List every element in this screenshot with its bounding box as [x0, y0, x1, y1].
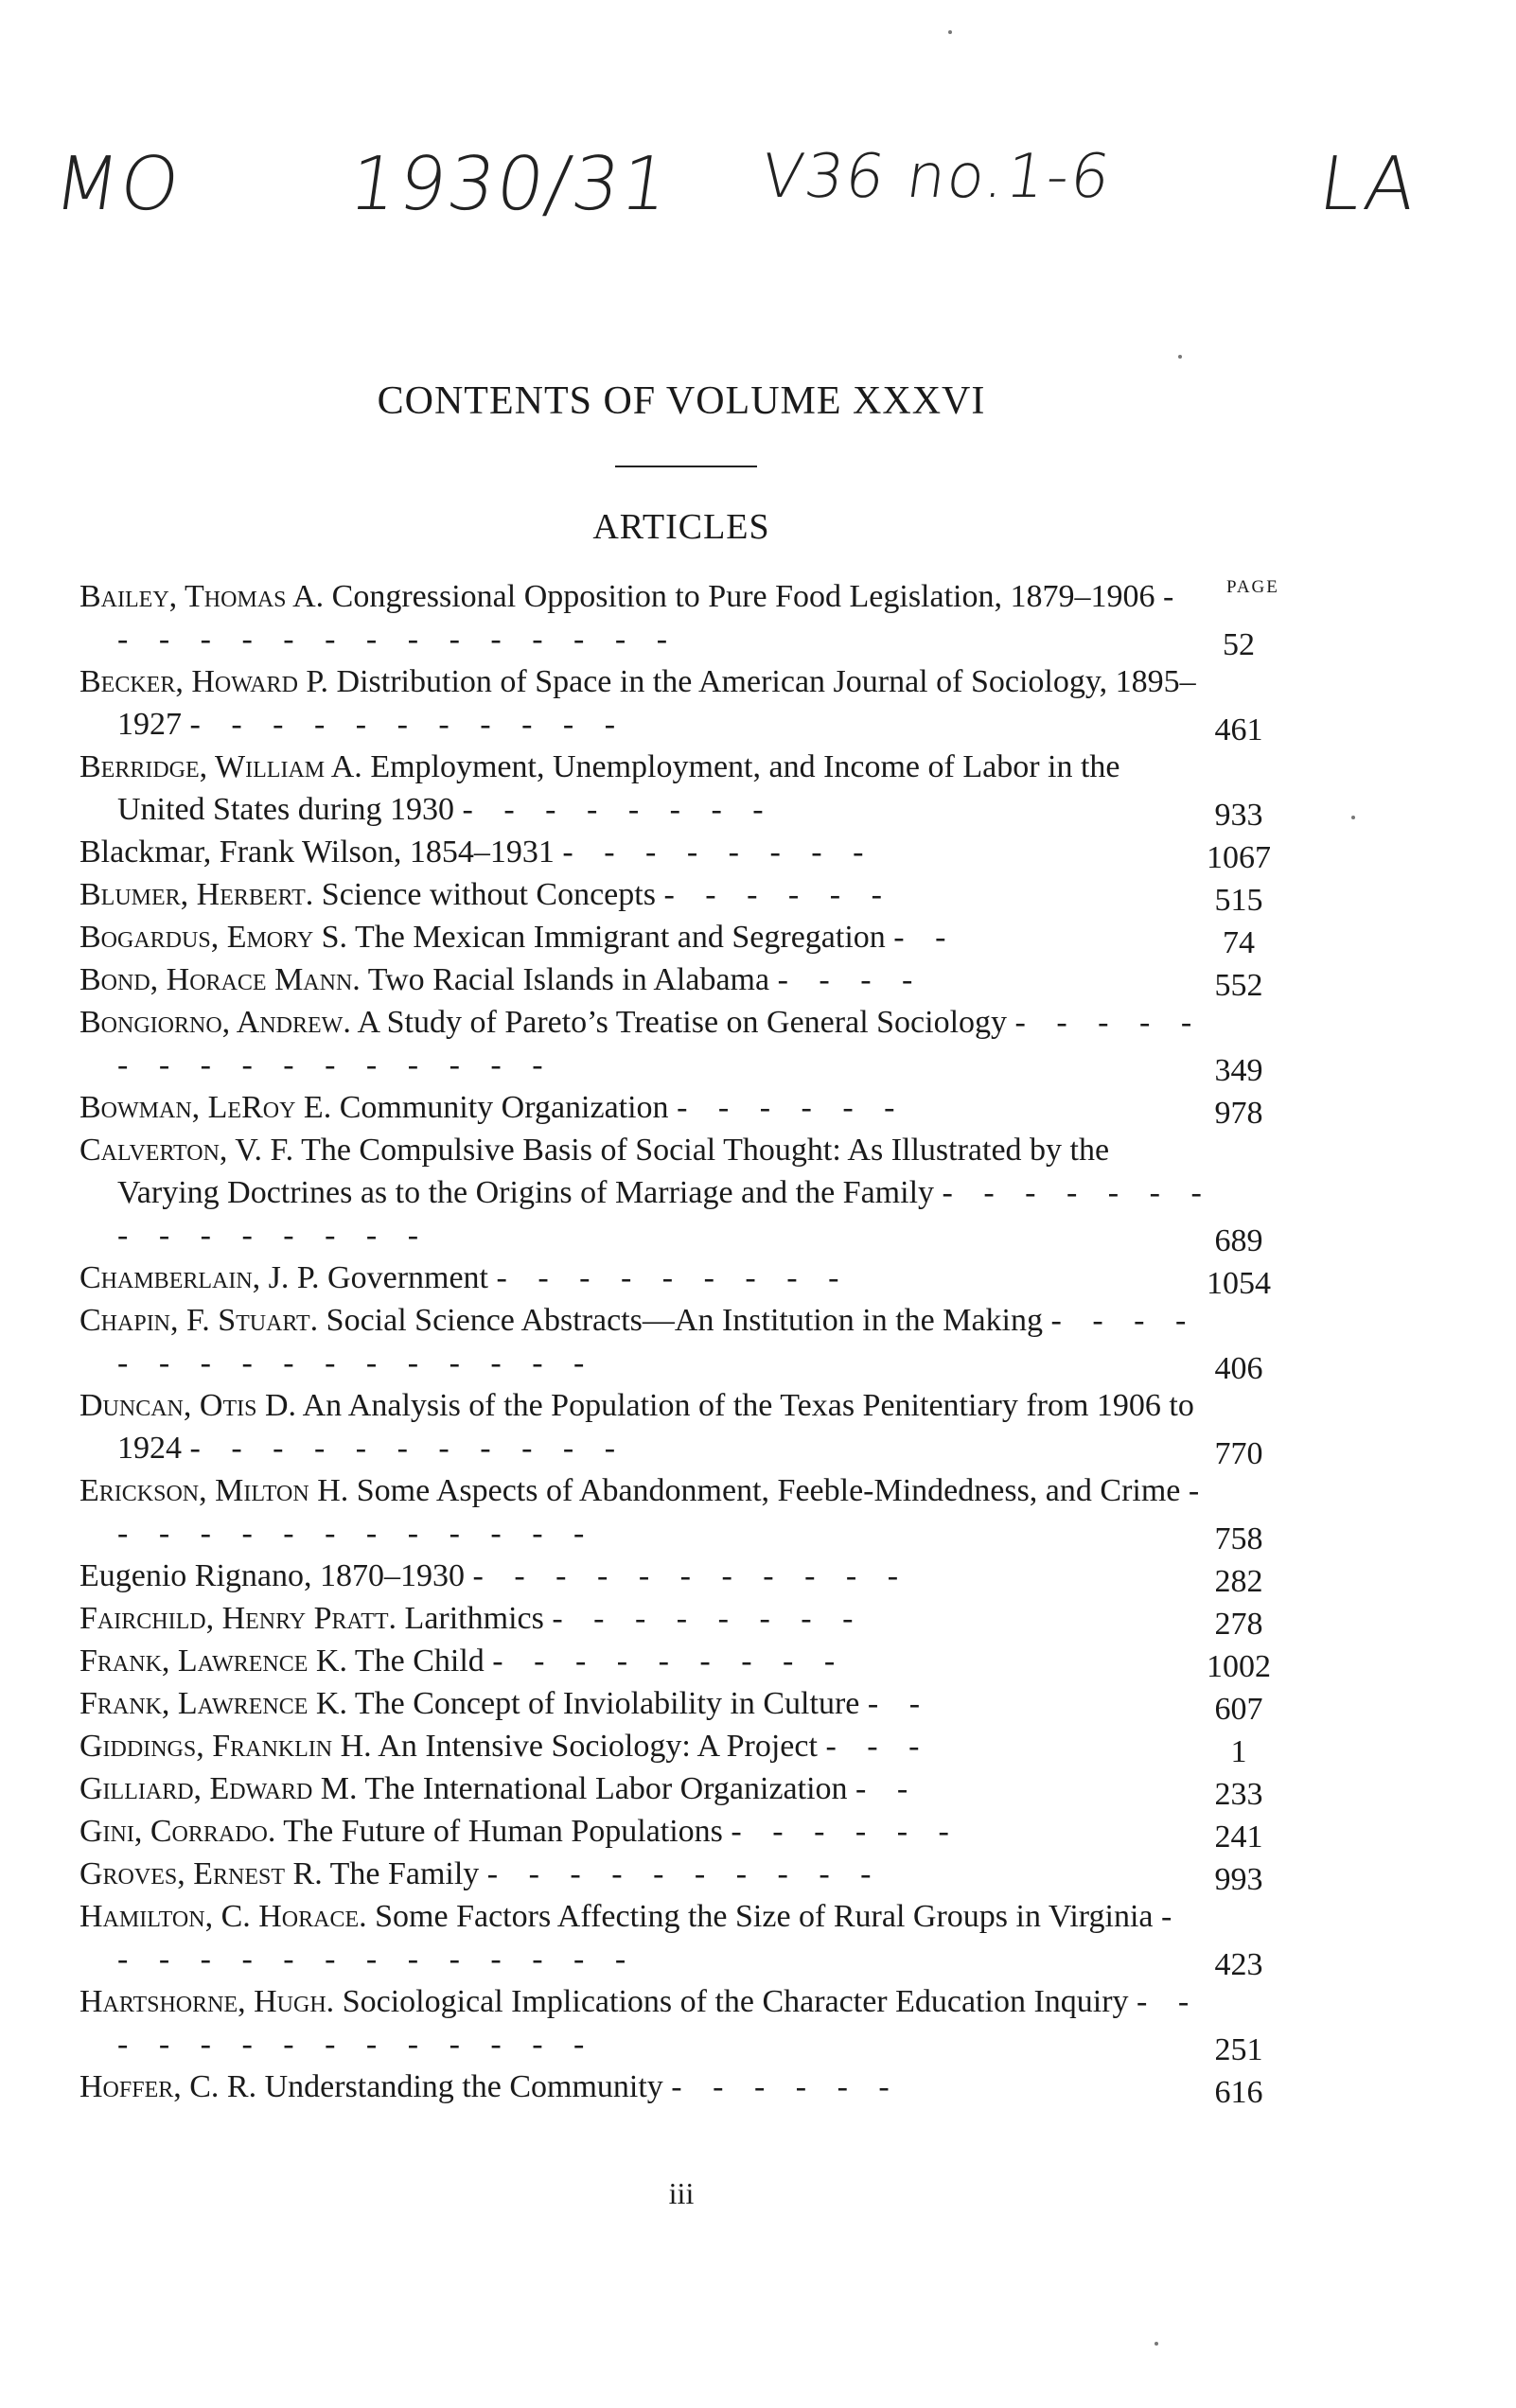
- toc-leader: - - - - - - - - -: [496, 1260, 851, 1295]
- toc-entry: [79, 1299, 1281, 1384]
- toc-title: The Mexican Immigrant and Segregation: [354, 920, 886, 955]
- toc-title: The Compulsive Basis of Social Thought: As Illustrated by the Varying Doctrines as to the Origins of Marriage and the Family: [117, 1133, 1110, 1210]
- toc-page-number: 406: [1214, 1351, 1263, 1386]
- toc-entry-text: [79, 1980, 1215, 2065]
- toc-author: Hartshorne, Hugh.: [79, 1984, 335, 2019]
- toc-author: Calverton, V. F.: [79, 1133, 294, 1168]
- toc-leader: - - - - - -: [731, 1814, 961, 1849]
- toc-author: Erickson, Milton H.: [79, 1473, 349, 1508]
- toc-leader: - - - -: [777, 962, 925, 997]
- toc-entry: [79, 575, 1281, 660]
- toc-title: Blackmar, Frank Wilson, 1854–1931: [79, 835, 555, 870]
- toc-leader: - - - - - - - -: [562, 835, 875, 870]
- toc-leader: - - -: [825, 1729, 931, 1764]
- toc-entry-text: [79, 1299, 1215, 1384]
- toc-entry-text: [79, 575, 1215, 660]
- toc-page-number: 1054: [1207, 1266, 1271, 1301]
- toc-page-number: 607: [1214, 1692, 1263, 1727]
- toc-entry: [79, 1810, 1281, 1853]
- toc-entry-text: [79, 831, 1215, 873]
- toc-leader: - - - - - - - - -: [492, 1643, 847, 1679]
- toc-page-number: 978: [1214, 1096, 1263, 1131]
- toc-author: Bailey, Thomas A.: [79, 579, 325, 614]
- handwritten-annotations: [0, 142, 1516, 293]
- toc-leader: - - - - - - - - - - - - - -: [117, 1899, 1184, 1977]
- toc-entry-text: [79, 1810, 1215, 1853]
- toc-leader: - - - - - - - - - - - - - -: [117, 1984, 1201, 2062]
- toc-title: The Child: [354, 1643, 485, 1679]
- toc-entry-text: [79, 1384, 1215, 1469]
- page-column-label: PAGE: [1226, 577, 1279, 597]
- toc-entry: [79, 1767, 1281, 1810]
- toc-entry-text: [79, 1257, 1215, 1299]
- toc-entry: [79, 1384, 1281, 1469]
- toc-leader: - - - - - -: [677, 1090, 907, 1125]
- toc-entry-text: [79, 1597, 1215, 1640]
- toc-page-number: 758: [1214, 1521, 1263, 1556]
- toc-leader: - - - - - - - - - - -: [472, 1558, 910, 1593]
- toc-entry-text: [79, 958, 1215, 1001]
- toc-author: Hoffer, C. R.: [79, 2069, 257, 2104]
- toc-entry-text: [79, 1129, 1215, 1257]
- toc-leader: - - - - - -: [671, 2069, 901, 2104]
- toc-entry: [79, 1895, 1281, 1980]
- toc-page-number: 1067: [1207, 840, 1271, 875]
- toc-title: Eugenio Rignano, 1870–1930: [79, 1558, 466, 1593]
- handwritten-volume: V36 no.1-6: [756, 142, 1117, 212]
- toc-entry: [79, 1086, 1281, 1129]
- toc-leader: - - - - - - - -: [552, 1601, 865, 1636]
- toc-page-number: 552: [1214, 968, 1263, 1003]
- toc-entry: [79, 1257, 1281, 1299]
- toc-entry: [79, 2065, 1281, 2108]
- toc-entry: [79, 1597, 1281, 1640]
- toc-title: Employment, Unemployment, and Income of Labor in the United States during 1930: [117, 749, 1120, 827]
- toc-leader: - - - - - - - - - - -: [189, 707, 627, 742]
- toc-author: Frank, Lawrence K.: [79, 1686, 347, 1721]
- toc-title: An Analysis of the Population of the Texas Penitentiary from 1906 to 1924: [117, 1388, 1194, 1466]
- page-number: iii: [668, 2176, 695, 2210]
- toc-entry: [79, 1129, 1281, 1257]
- toc-leader: - - - - - -: [663, 877, 893, 912]
- toc-leader: - -: [867, 1686, 932, 1721]
- section-heading: ARTICLES: [592, 507, 770, 547]
- toc-author: Chamberlain, J. P.: [79, 1260, 320, 1295]
- toc-author: Bongiorno, Andrew.: [79, 1005, 351, 1040]
- toc-page-number: 233: [1214, 1777, 1263, 1812]
- toc-entry: [79, 831, 1281, 873]
- toc-entry-text: [79, 1725, 1215, 1767]
- toc-author: Blumer, Herbert.: [79, 877, 314, 912]
- handwritten-years: 1930/31: [344, 142, 677, 227]
- toc-title: The International Labor Organization: [364, 1771, 848, 1806]
- toc-entry: [79, 1001, 1281, 1086]
- handwritten-code: MO: [48, 142, 187, 227]
- toc-entry: [79, 916, 1281, 958]
- toc-title: Larithmics: [404, 1601, 544, 1636]
- toc-page-number: 770: [1214, 1436, 1263, 1471]
- toc-title: Two Racial Islands in Alabama: [367, 962, 770, 997]
- toc-entry: [79, 1682, 1281, 1725]
- contents-list: [79, 575, 1281, 2108]
- toc-entry-text: [79, 1555, 1215, 1597]
- toc-author: Chapin, F. Stuart.: [79, 1303, 319, 1338]
- toc-title: Some Factors Affecting the Size of Rural Groups in Virginia: [375, 1899, 1154, 1934]
- handwritten-copy: LA: [1313, 142, 1423, 227]
- toc-entry-text: [79, 916, 1215, 958]
- toc-entry: [79, 1555, 1281, 1597]
- toc-page-number: 282: [1214, 1564, 1263, 1599]
- toc-title: Congressional Opposition to Pure Food Legislation, 1879–1906: [331, 579, 1155, 614]
- toc-title: Distribution of Space in the American Journal of Sociology, 1895–1927: [117, 664, 1196, 742]
- toc-leader: - - - - - - - - - - - - - - -: [117, 579, 1186, 657]
- toc-leader: - - - - - - - - - -: [486, 1856, 883, 1891]
- toc-page-number: 515: [1214, 883, 1263, 918]
- toc-leader: - - - - - - - - - - - - - - -: [117, 1175, 1213, 1253]
- toc-page-number: 616: [1214, 2075, 1263, 2110]
- toc-title: Community Organization: [339, 1090, 669, 1125]
- toc-page-number: 1002: [1207, 1649, 1271, 1684]
- toc-page-number: 251: [1214, 2032, 1263, 2067]
- toc-leader: - - - - - - - - - - - - - - - -: [117, 1005, 1204, 1082]
- toc-entry: [79, 660, 1281, 746]
- toc-title: Science without Concepts: [321, 877, 656, 912]
- toc-entry-text: [79, 1469, 1215, 1555]
- toc-entry-text: [79, 1895, 1215, 1980]
- toc-author: Fairchild, Henry Pratt.: [79, 1601, 397, 1636]
- toc-leader: - - - - - - - - - - -: [189, 1431, 627, 1466]
- toc-entry-text: [79, 1853, 1215, 1895]
- toc-author: Frank, Lawrence K.: [79, 1643, 347, 1679]
- toc-entry-text: [79, 1767, 1215, 1810]
- toc-leader: - -: [893, 920, 958, 955]
- toc-title: Government: [327, 1260, 488, 1295]
- toc-author: Hamilton, C. Horace.: [79, 1899, 367, 1934]
- toc-leader: - -: [855, 1771, 920, 1806]
- toc-entry: [79, 873, 1281, 916]
- toc-entry-text: [79, 873, 1215, 916]
- toc-page-number: 689: [1214, 1223, 1263, 1258]
- toc-title: An Intensive Sociology: A Project: [378, 1729, 818, 1764]
- toc-author: Bond, Horace Mann.: [79, 962, 361, 997]
- toc-entry: [79, 1725, 1281, 1767]
- toc-entry: [79, 1853, 1281, 1895]
- toc-entry-text: [79, 746, 1215, 831]
- toc-title: The Concept of Inviolability in Culture: [354, 1686, 860, 1721]
- toc-author: Gilliard, Edward M.: [79, 1771, 358, 1806]
- toc-leader: - - - - - - - - - - - - - - - -: [117, 1303, 1198, 1380]
- toc-entry-text: [79, 2065, 1215, 2108]
- toc-page-number: 1: [1230, 1734, 1247, 1769]
- toc-author: Duncan, Otis D.: [79, 1388, 296, 1423]
- toc-author: Bowman, LeRoy E.: [79, 1090, 332, 1125]
- toc-entry: [79, 1469, 1281, 1555]
- toc-author: Gini, Corrado.: [79, 1814, 276, 1849]
- toc-entry: [79, 958, 1281, 1001]
- toc-page-number: 349: [1214, 1053, 1263, 1088]
- toc-title: Social Science Abstracts—An Institution in the Making: [326, 1303, 1044, 1338]
- toc-page-number: 74: [1223, 925, 1255, 960]
- toc-entry: [79, 746, 1281, 831]
- toc-author: Groves, Ernest R.: [79, 1856, 323, 1891]
- toc-title: Some Aspects of Abandonment, Feeble-Mindedness, and Crime: [356, 1473, 1181, 1508]
- toc-page-number: 461: [1214, 712, 1263, 747]
- toc-title: Sociological Implications of the Character Education Inquiry: [342, 1984, 1129, 2019]
- toc-title: The Family: [329, 1856, 480, 1891]
- toc-entry-text: [79, 1682, 1215, 1725]
- toc-author: Becker, Howard P.: [79, 664, 329, 699]
- toc-leader: - - - - - - - -: [462, 792, 775, 827]
- page-title: CONTENTS OF VOLUME XXXVI: [377, 379, 986, 423]
- toc-leader: - - - - - - - - - - - - -: [117, 1473, 1211, 1551]
- toc-title: The Future of Human Populations: [283, 1814, 723, 1849]
- toc-entry-text: [79, 1640, 1215, 1682]
- toc-author: Giddings, Franklin H.: [79, 1729, 372, 1764]
- toc-entry: [79, 1640, 1281, 1682]
- toc-entry-text: [79, 660, 1215, 746]
- toc-author: Berridge, William A.: [79, 749, 362, 784]
- toc-title: Understanding the Community: [264, 2069, 663, 2104]
- toc-page-number: 423: [1214, 1947, 1263, 1982]
- toc-page-number: 933: [1214, 798, 1263, 833]
- toc-author: Bogardus, Emory S.: [79, 920, 348, 955]
- toc-entry-text: [79, 1086, 1215, 1129]
- toc-entry: [79, 1980, 1281, 2065]
- toc-entry-text: [79, 1001, 1215, 1086]
- title-rule: [615, 466, 757, 467]
- toc-page-number: 52: [1223, 627, 1255, 662]
- toc-page-number: 278: [1214, 1607, 1263, 1642]
- toc-page-number: 241: [1214, 1819, 1263, 1854]
- toc-title: A Study of Pareto’s Treatise on General Sociology: [357, 1005, 1008, 1040]
- toc-page-number: 993: [1214, 1862, 1263, 1897]
